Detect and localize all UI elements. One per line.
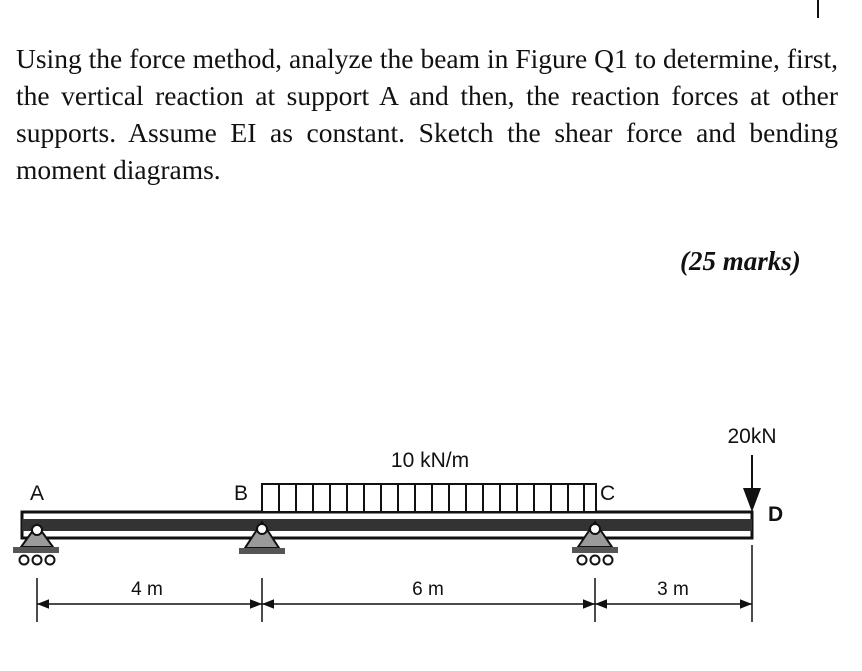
point-load-arrow: [743, 455, 761, 512]
marks-label: (25 marks): [680, 246, 801, 276]
label-c: C: [600, 482, 616, 505]
udl-label: 10 kN/m: [390, 449, 470, 472]
label-d: D: [768, 503, 784, 526]
beam: [22, 512, 752, 538]
dim-label-ab: 4 m: [131, 579, 163, 600]
distributed-load: [262, 484, 596, 512]
dim-label-cd: 3 m: [657, 579, 689, 600]
dim-label-bc: 6 m: [412, 579, 444, 600]
question-text: Using the force method, analyze the beam in Figure Q1 to determine, first, the vertical reaction at support A and then, the reaction forces at other supports. Assume EI as constant. Sketch the shear force and bending moment diagrams.: [16, 43, 838, 185]
label-a: A: [30, 482, 45, 505]
label-b: B: [234, 482, 249, 505]
point-load-label: 20kN: [727, 425, 777, 448]
